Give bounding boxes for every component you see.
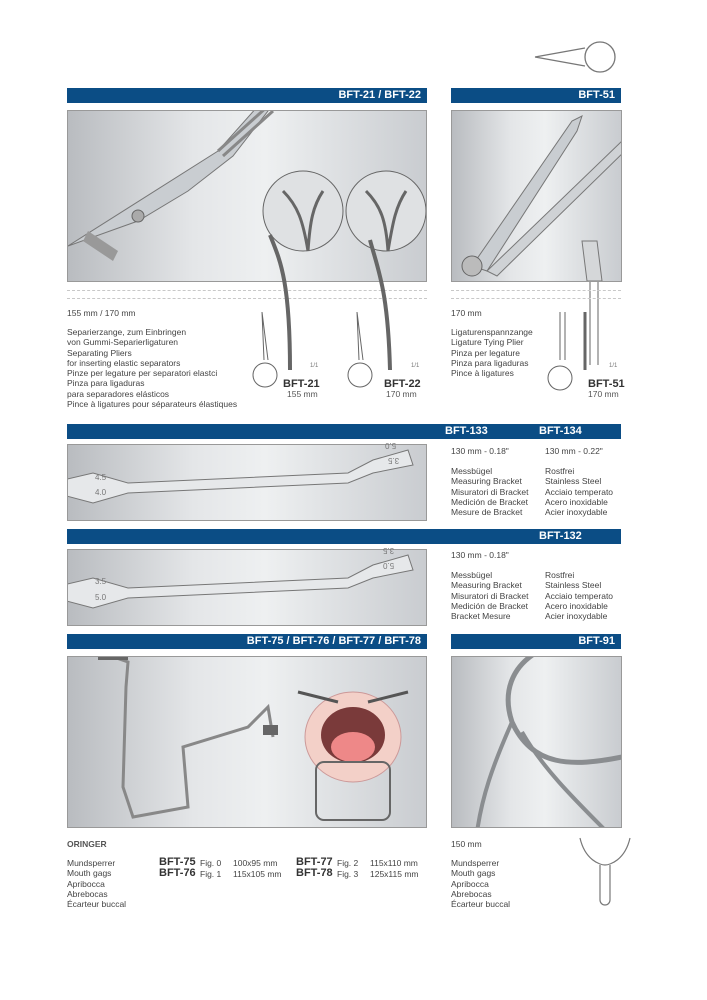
desc-line: Medición de Bracket xyxy=(451,600,529,611)
bft78-code: BFT-78 xyxy=(296,867,333,879)
bft133-mark: 3.5 xyxy=(388,456,400,465)
measuring-bracket-image xyxy=(68,445,426,520)
bft132-header: BFT-132 xyxy=(539,530,582,542)
desc-line: Écarteur buccal xyxy=(451,899,511,910)
desc-line: Stainless Steel xyxy=(545,476,602,487)
bft133-header: BFT-133 xyxy=(445,425,488,437)
desc-line: Stainless Steel xyxy=(545,580,602,591)
bft51-description xyxy=(451,327,533,378)
bft91-header-bar xyxy=(451,634,621,649)
bft133-mark: 4.0 xyxy=(95,488,107,497)
mouth-gag-image xyxy=(452,657,621,827)
bft91-size: 150 mm xyxy=(451,839,482,849)
bft21-header: BFT-21 / BFT-22 xyxy=(338,89,421,101)
bft132-mark: 5.0 xyxy=(95,593,107,602)
bft133-mark: 4.5 xyxy=(95,473,107,482)
desc-line: Pinze per legature per separatori elastci xyxy=(67,368,218,379)
bft134-size: 130 mm - 0.22" xyxy=(545,446,603,456)
bft51-divider xyxy=(451,290,621,291)
bft21-code: BFT-21 xyxy=(283,378,320,390)
desc-line: Rostfrei xyxy=(545,570,575,580)
desc-line: Acero inoxidable xyxy=(545,600,608,611)
desc-line: para separadores elásticos xyxy=(67,388,170,399)
bft133-size: 130 mm - 0.18" xyxy=(451,446,509,456)
bft75-description xyxy=(67,858,126,909)
bft75-header: BFT-75 / BFT-76 / BFT-77 / BFT-78 xyxy=(246,635,421,647)
bft133-mark: 5.0 xyxy=(385,441,397,450)
ligature-tying-plier-image xyxy=(452,111,621,281)
bft21-size: 155 mm / 170 mm xyxy=(67,308,136,318)
desc-line: Acciaio temperato xyxy=(545,486,614,497)
bft51-size: 170 mm xyxy=(451,308,482,318)
bft75-code: BFT-75 xyxy=(159,856,196,868)
desc-line: Mundsperrer xyxy=(67,858,116,868)
bft132-photo-panel xyxy=(67,549,427,626)
desc-line: Pince à ligatures xyxy=(451,368,514,379)
desc-line: Measuring Bracket xyxy=(451,476,522,487)
bft76-fig: Fig. 1 xyxy=(200,869,222,879)
bft91-header: BFT-91 xyxy=(578,635,615,647)
desc-line: Acciaio temperato xyxy=(545,590,614,601)
bft132-mark: 3.5 xyxy=(95,577,107,586)
desc-line: Acier inoxydable xyxy=(545,507,608,518)
plier-logo-icon xyxy=(0,0,707,80)
desc-line: Écarteur buccal xyxy=(67,899,127,910)
desc-line: Messbügel xyxy=(451,466,493,476)
bft51-header: BFT-51 xyxy=(578,89,615,101)
desc-line: Medición de Bracket xyxy=(451,496,529,507)
bft21-description xyxy=(67,327,237,409)
bft75-header-bar xyxy=(67,634,427,649)
bft132-description xyxy=(451,570,528,621)
bft78-dim: 125x115 mm xyxy=(370,869,419,879)
desc-line: Apribocca xyxy=(451,878,489,889)
desc-line: Mouth gags xyxy=(67,868,112,879)
bft22-code: BFT-22 xyxy=(384,378,421,390)
bft75-title: ORINGER xyxy=(67,839,107,849)
bft21-header-bar xyxy=(67,88,427,103)
bft78-fig: Fig. 3 xyxy=(337,869,359,879)
bft132-mark: 5.0 xyxy=(383,561,395,570)
bft133-description xyxy=(451,466,528,517)
desc-line: Messbügel xyxy=(451,570,493,580)
bft51-item-size: 170 mm xyxy=(588,389,619,399)
desc-line: Separierzange, zum Einbringen xyxy=(67,327,187,337)
bft132-material xyxy=(545,570,613,621)
bft75-photo-panel xyxy=(67,656,427,828)
bft134-description xyxy=(545,466,613,517)
bft51-scale: 1/1 xyxy=(609,363,618,369)
bft91-description xyxy=(451,858,510,909)
desc-line: Pince à ligatures pour séparateurs élastiques xyxy=(67,399,238,410)
desc-line: Rostfrei xyxy=(545,466,575,476)
desc-line: Mouth gags xyxy=(451,868,496,879)
bft51-divider xyxy=(451,298,621,299)
bft51-photo-panel xyxy=(451,110,622,282)
bft22-item-size: 170 mm xyxy=(386,389,417,399)
bft21-photo-panel xyxy=(67,110,427,282)
bft132-size: 130 mm - 0.18" xyxy=(451,550,509,560)
bft22-scale: 1/1 xyxy=(411,363,420,369)
bft132-mark: 3.5 xyxy=(383,546,395,555)
desc-line: for inserting elastic separators xyxy=(67,357,181,368)
bft91-photo-panel xyxy=(451,656,622,828)
desc-line: Ligaturenspannzange xyxy=(451,327,533,337)
bft51-header-bar xyxy=(451,88,621,103)
bft133-header-bar xyxy=(67,424,621,439)
bft132-header-bar xyxy=(67,529,621,544)
bft21-item-size: 155 mm xyxy=(287,389,318,399)
desc-line: Misuratori di Bracket xyxy=(451,590,529,601)
separating-plier-image xyxy=(68,111,426,281)
desc-line: Mesure de Bracket xyxy=(451,507,523,518)
desc-line: Acier inoxydable xyxy=(545,611,608,622)
desc-line: Misuratori di Bracket xyxy=(451,486,529,497)
desc-line: Abrebocas xyxy=(451,888,492,899)
desc-line: von Gummi-Separierligaturen xyxy=(67,337,179,348)
bft76-dim: 115x105 mm xyxy=(233,869,282,879)
bft134-header: BFT-134 xyxy=(539,425,582,437)
desc-line: Mundsperrer xyxy=(451,858,500,868)
bft133-photo-panel xyxy=(67,444,427,521)
measuring-bracket-image xyxy=(68,550,426,625)
desc-line: Pinza para ligaduras xyxy=(451,357,529,368)
desc-line: Pinza para ligaduras xyxy=(67,378,145,389)
bft76-code: BFT-76 xyxy=(159,867,196,879)
desc-line: Abrebocas xyxy=(67,888,108,899)
bft77-fig: Fig. 2 xyxy=(337,858,359,868)
bft51-code: BFT-51 xyxy=(588,378,625,390)
desc-line: Pinza per legature xyxy=(451,347,520,358)
desc-line: Ligature Tying Plier xyxy=(451,337,524,348)
bft77-dim: 115x110 mm xyxy=(370,858,418,868)
desc-line: Apribocca xyxy=(67,878,105,889)
bft75-dim: 100x95 mm xyxy=(233,858,278,868)
bft21-divider xyxy=(67,298,427,299)
bft77-code: BFT-77 xyxy=(296,856,333,868)
mouth-gag-image xyxy=(68,657,426,827)
bft21-divider xyxy=(67,290,427,291)
desc-line: Measuring Bracket xyxy=(451,580,522,591)
bft75-fig: Fig. 0 xyxy=(200,858,222,868)
bft21-scale: 1/1 xyxy=(310,363,319,369)
desc-line: Separating Pliers xyxy=(67,347,132,358)
desc-line: Bracket Mesure xyxy=(451,611,511,622)
desc-line: Acero inoxidable xyxy=(545,496,608,507)
